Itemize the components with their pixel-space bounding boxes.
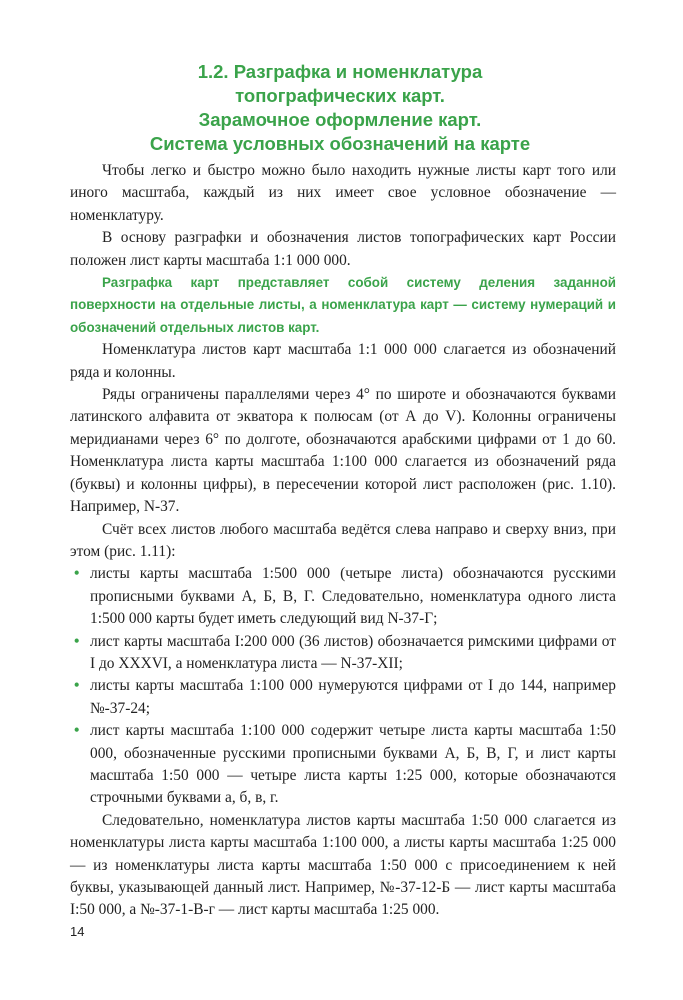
page-number: 14 <box>70 924 85 939</box>
body-text <box>70 160 616 922</box>
list-item-text: лист карты масштаба 1:100 000 содержит четыре листа карты масштаба 1:50 000, обозначенные русскими прописными буквами А, Б, В, Г, и лист карты масштаба 1:50 000 — четыре листа карты 1:25 000, которые обозначаются строчными буквами а, б, в, г. <box>90 722 616 807</box>
list-item-text: лист карты масштаба I:200 000 (36 листов) обозначается римскими цифрами от I до XXXVI, а номенклатура листа — N-37-XII; <box>90 632 616 672</box>
heading-line: топографических карт. <box>235 85 445 106</box>
definition-paragraph: Разграфка карт представляет собой систему деления заданной поверхности на отдельные листы, а номенклатура карт — систему нумераций и обозначений отдельных листов карт. <box>70 275 616 335</box>
list-item-text: листы карты масштаба 1:500 000 (четыре листа) обозначаются русскими прописными буквами А, Б, В, Г. Следовательно, номенклатура одного листа 1:500 000 карты будет иметь следующий вид N-37-Г; <box>90 565 616 628</box>
bullet-list <box>70 563 616 809</box>
bullet-icon: • <box>74 632 80 650</box>
list-item <box>70 563 616 630</box>
bullet-icon: • <box>74 677 80 695</box>
heading-line: Зарамочное оформление карт. <box>198 109 482 130</box>
list-item <box>70 720 616 810</box>
bullet-icon: • <box>74 722 80 740</box>
paragraph: Счёт всех листов любого масштаба ведётся слева направо и сверху вниз, при этом (рис. 1.11): <box>70 520 616 560</box>
paragraph: В основу разграфки и обозначения листов топографических карт России положен лист карты масштаба 1:1 000 000. <box>70 229 616 269</box>
paragraph: Следовательно, номенклатура листов карты масштаба 1:50 000 слагается из номенклатуры листа карты масштаба 1:100 000, а листы карты масштаба 1:25 000 — из номенклатуры листа карты масштаба 1:50 000 с присоединением к ней буквы, указывающей данный лист. Например, №-37-12-Б — лист карты масштаба I:50 000, а №-37-1-В-г — лист карты масштаба 1:25 000. <box>70 811 616 919</box>
paragraph: Ряды ограничены параллелями через 4° по широте и обозначаются буквами латинского алфавита от экватора к полюсам (от А до V). Колонны ограничены меридианами через 6° по долготе, обозначаются арабскими цифрами от 1 до 60. Номенклатура листа карты масштаба 1:100 000 слагается из обозначений ряда (буквы) и колонны цифры), в пересечении которой лист расположен (рис. 1.10). Например, N-37. <box>70 386 616 516</box>
section-heading <box>120 60 560 156</box>
list-item <box>70 631 616 676</box>
heading-line: Система условных обозначений на карте <box>149 133 531 154</box>
paragraph: Чтобы легко и быстро можно было находить нужные листы карт того или иного масштаба, каждый из них имеет свое условное обозначение — номенклатуру. <box>70 162 616 224</box>
bullet-icon: • <box>74 565 80 583</box>
list-item-text: листы карты масштаба 1:100 000 нумеруются цифрами от I до 144, например №-37-24; <box>90 677 616 717</box>
list-item <box>70 675 616 720</box>
heading-line: 1.2. Разграфка и номенклатура <box>197 61 483 82</box>
paragraph: Номенклатура листов карт масштаба 1:1 000 000 слагается из обозначений ряда и колонны. <box>70 341 616 381</box>
